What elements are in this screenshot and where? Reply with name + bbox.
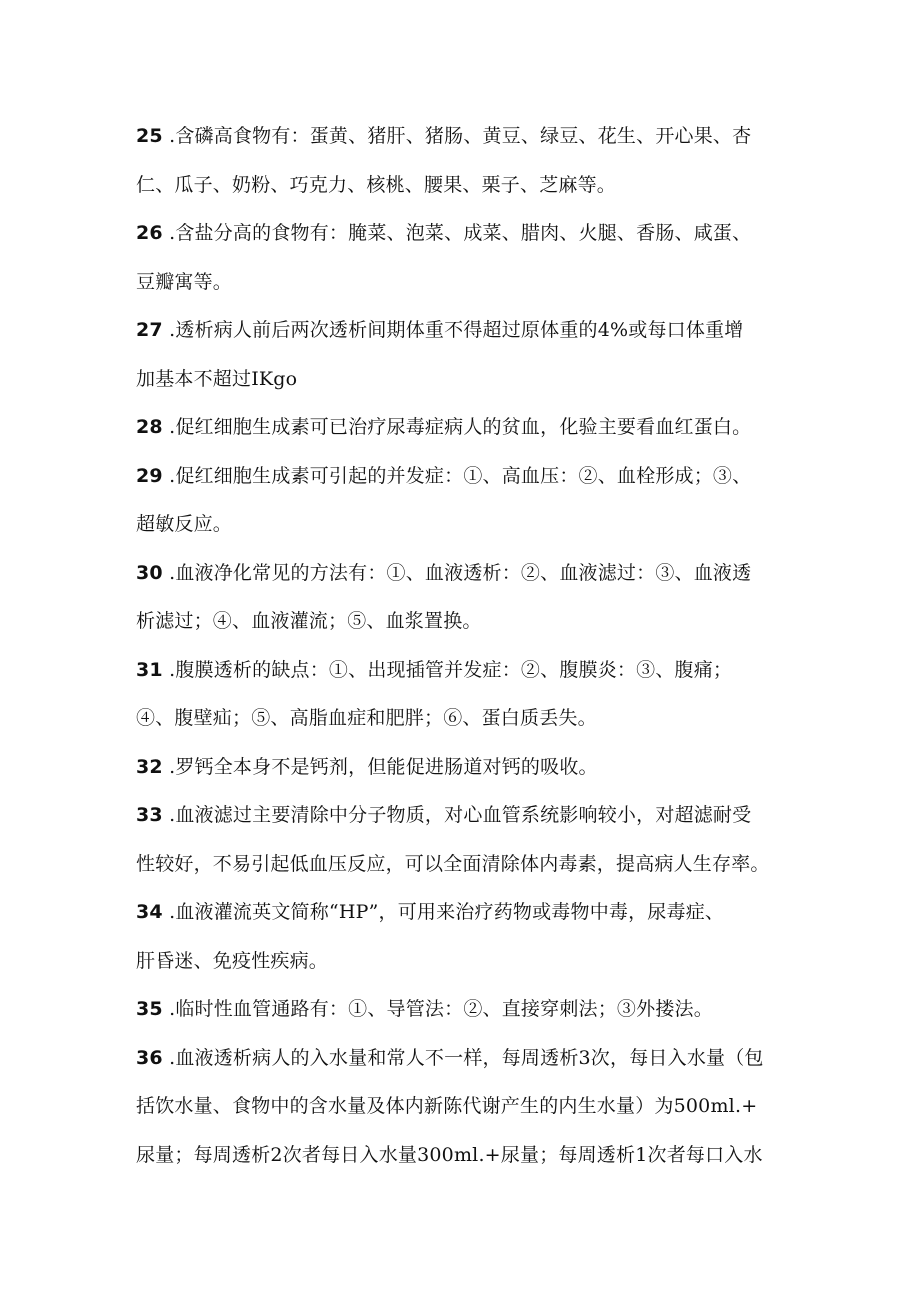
- item-text: .含磷高食物有：蛋黄、猪肝、猪肠、黄豆、绿豆、花生、开心果、杏: [162, 125, 752, 147]
- item-text: ④、腹壁疝；⑤、高脂血症和肥胖；⑥、蛋白质丢失。: [136, 707, 597, 729]
- item-number: 31: [136, 658, 163, 681]
- list-item-29: [136, 452, 806, 549]
- list-item-line: [136, 549, 806, 598]
- item-text: 仁、瓜子、奶粉、巧克力、核桃、腰果、栗子、芝麻等。: [136, 173, 617, 196]
- item-text: .促红细胞生成素可已治疗尿毒症病人的贫血，化验主要看血红蛋白。: [162, 416, 752, 438]
- item-text: .临时性血管通路有：①、导管法：②、直接穿刺法；③外搂法。: [162, 998, 713, 1020]
- item-text: .血液净化常见的方法有：①、血液透析：②、血液滤过：③、血液透: [162, 561, 752, 584]
- item-text: .罗钙全本身不是钙剂，但能促进肠道对钙的吸收。: [162, 755, 598, 778]
- list-item-28: [136, 403, 806, 452]
- list-item-line: [136, 403, 806, 452]
- item-number: 27: [136, 319, 163, 341]
- item-number: 30: [136, 561, 163, 584]
- list-item-36: [136, 1034, 806, 1180]
- item-text: 性较好，不易引起低血压反应，可以全面清除体内毒素，提高病人生存率。: [136, 852, 770, 875]
- list-item-line: [136, 791, 806, 840]
- list-item-line: [136, 306, 806, 355]
- item-text: 析滤过；④、血液灌流；⑤、血浆置换。: [136, 610, 482, 632]
- list-item-26: [136, 209, 806, 306]
- item-number: 34: [136, 901, 163, 923]
- item-number: 35: [136, 998, 163, 1020]
- list-item-line: [136, 888, 806, 937]
- list-item-25: [136, 112, 806, 209]
- item-text: 加基本不超过IKgo: [136, 367, 298, 390]
- list-item-line: [136, 985, 806, 1034]
- item-text: 尿量；每周透析2次者每日入水量300ml.+尿量；每周透析1次者每口入水: [136, 1143, 763, 1166]
- list-item-32: [136, 743, 806, 792]
- item-number: 32: [136, 755, 163, 778]
- list-item-34: [136, 888, 806, 985]
- item-text: .透析病人前后两次透析间期体重不得超过原体重的4%或每口体重增: [162, 319, 744, 341]
- list-item-35: [136, 985, 806, 1034]
- item-number: 25: [136, 125, 163, 147]
- list-item-30: [136, 549, 806, 646]
- item-text: 肝昏迷、免疫性疾病。: [136, 949, 329, 972]
- item-text: .血液灌流英文简称“HP”，可用来治疗药物或毒物中毒，尿毒症、: [162, 901, 725, 923]
- list-item-33: [136, 791, 806, 888]
- item-text: .腹膜透析的缺点：①、出现插管并发症：②、腹膜炎：③、腹痛；: [162, 658, 733, 681]
- item-text: .血液滤过主要清除中分子物质，对心血管系统影响较小，对超滤耐受: [162, 804, 752, 826]
- item-number: 36: [136, 1046, 163, 1069]
- item-number: 26: [136, 222, 163, 244]
- item-text: 括饮水量、食物中的含水量及体内新陈代谢产生的内生水量）为500ml.+: [136, 1095, 758, 1117]
- item-text: 豆瓣寓等。: [136, 270, 233, 293]
- item-text: .含盐分高的食物有：腌菜、泡菜、成菜、腊肉、火腿、香肠、咸蛋、: [162, 222, 752, 244]
- item-text: .促红细胞生成素可引起的并发症：①、高血压：②、血栓形成；③、: [162, 464, 752, 487]
- item-number: 28: [136, 416, 163, 438]
- list-item-31: [136, 646, 806, 743]
- list-item-line: [136, 452, 806, 501]
- list-item-line: [136, 209, 806, 258]
- list-item-line: [136, 112, 806, 161]
- item-text: .血液透析病人的入水量和常人不一样，每周透析3次，每日入水量（包: [162, 1046, 764, 1069]
- item-number: 33: [136, 804, 163, 826]
- document-body: [136, 112, 806, 1179]
- item-text: 超敏反应。: [136, 513, 233, 535]
- list-item-line: [136, 1034, 806, 1083]
- list-item-27: [136, 306, 806, 403]
- list-item-line: [136, 743, 806, 792]
- item-number: 29: [136, 464, 163, 487]
- list-item-line: [136, 646, 806, 695]
